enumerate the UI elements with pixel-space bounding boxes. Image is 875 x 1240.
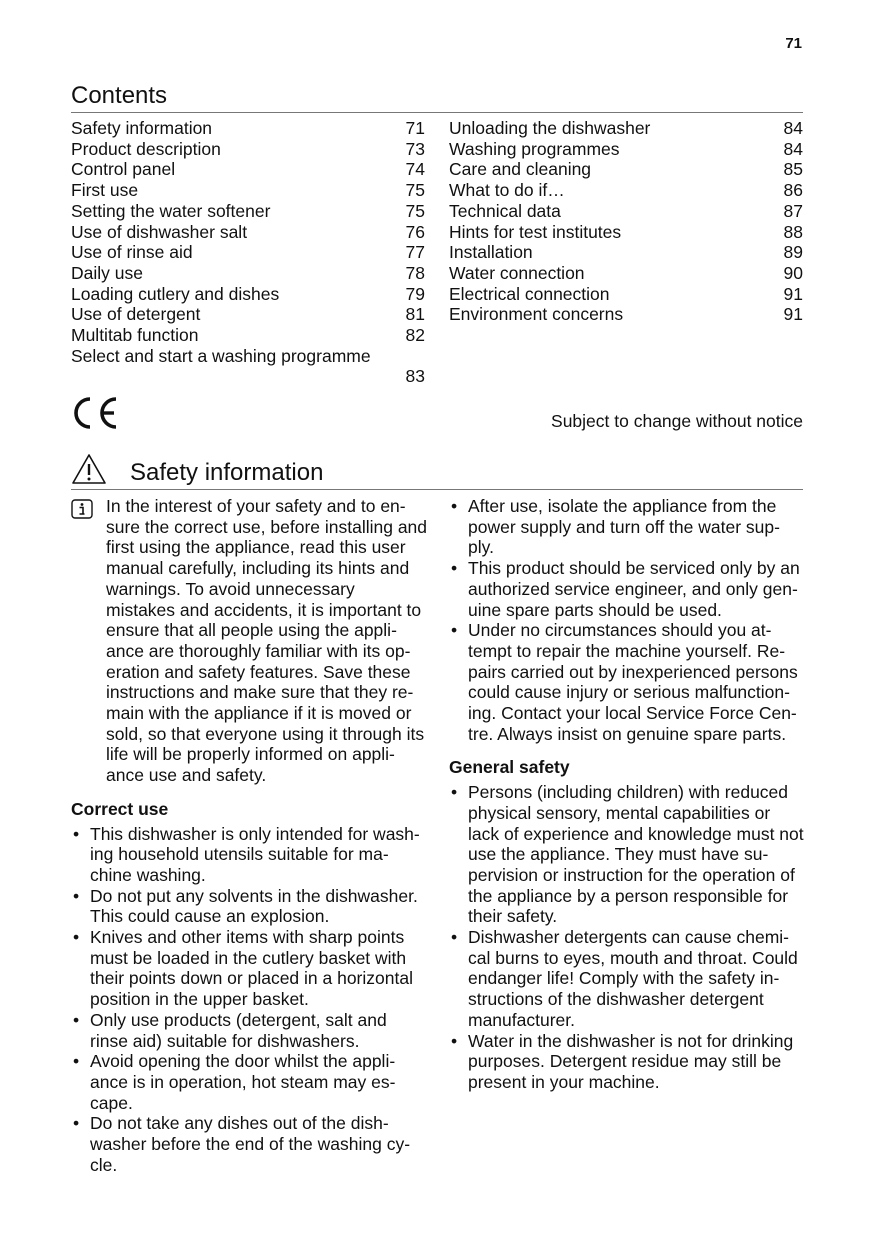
appliance-use-list <box>449 496 805 744</box>
safety-intro-text: In the interest of your safety and to en-sure the correct use, before installing and first using the appliance, read this user manual carefully, including its hints and warnings. To avoid unnecessary mistakes and accidents, it is important to ensure that all people using the appli-ance are thoroughly familiar with its op-eration and safety features. Save these instructions and make sure that they re-main with the appliance if it is moved or sold, so that everyone using it through its life will be properly informed on appli-ance use and safety. <box>106 496 428 786</box>
correct-use-list <box>71 824 427 1176</box>
safety-left-column <box>71 496 427 1176</box>
toc-left-column <box>71 118 425 387</box>
toc-entry[interactable]: Technical data 87 <box>449 200 803 221</box>
list-item: • Do not put any solvents in the dishwasher. This could cause an explosion. <box>71 886 427 927</box>
toc-entry[interactable]: Water connection 90 <box>449 262 803 283</box>
list-item: • This product should be serviced only by an authorized service engineer, and only gen-uine spare parts should be used. <box>449 558 805 620</box>
toc-entry[interactable]: Washing programmes 84 <box>449 138 803 159</box>
toc-entry[interactable]: First use 75 <box>71 180 425 201</box>
list-item: • Persons (including children) with reduced physical sensory, mental capabilities or lack of experience and knowledge must not use the appliance. They must have su-pervision or instruction for the operation of the appliance by a person responsible for their safety. <box>449 782 805 927</box>
toc-entry[interactable]: Electrical connection 91 <box>449 283 803 304</box>
toc-entry[interactable]: Use of rinse aid 77 <box>71 242 425 263</box>
toc-entry[interactable]: Use of dishwasher salt 76 <box>71 221 425 242</box>
toc-entry[interactable]: What to do if… 86 <box>449 180 803 201</box>
toc-entry[interactable]: Control panel 74 <box>71 159 425 180</box>
safety-divider <box>71 489 803 490</box>
toc-entry[interactable]: Unloading the dishwasher 84 <box>449 118 803 138</box>
toc-entry[interactable]: Setting the water softener 75 <box>71 200 425 221</box>
toc-entry[interactable]: Select and start a washing programme 83 <box>71 345 425 387</box>
list-item: • This dishwasher is only intended for wash-ing household utensils suitable for ma-chine washing. <box>71 824 427 886</box>
info-icon <box>71 499 93 519</box>
list-item: • Dishwasher detergents can cause chemi-cal burns to eyes, mouth and throat. Could endanger life! Comply with the safety in-structions of the dishwasher detergent manufacturer. <box>449 927 805 1031</box>
ce-mark-icon <box>70 396 120 430</box>
correct-use-heading: Correct use <box>71 798 169 819</box>
safety-title: Safety information <box>130 459 324 486</box>
list-item: • After use, isolate the appliance from the power supply and turn off the water sup-ply. <box>449 496 805 558</box>
list-item: • Knives and other items with sharp points must be loaded in the cutlery basket with their points down or placed in a horizontal position in the upper basket. <box>71 927 427 1010</box>
toc-entry[interactable]: Safety information 71 <box>71 118 425 138</box>
warning-triangle-icon <box>71 453 107 485</box>
toc-entry[interactable]: Multitab function 82 <box>71 325 425 346</box>
toc-entry[interactable]: Daily use 78 <box>71 262 425 283</box>
toc-entry[interactable]: Loading cutlery and dishes 79 <box>71 283 425 304</box>
contents-title: Contents <box>71 82 168 109</box>
page-number: 71 <box>785 35 802 52</box>
subject-to-change-notice: Subject to change without notice <box>551 411 803 431</box>
toc-entry[interactable]: Use of detergent 81 <box>71 304 425 325</box>
list-item: • Water in the dishwasher is not for drinking purposes. Detergent residue may still be present in your machine. <box>449 1031 805 1093</box>
toc-entry[interactable]: Installation 89 <box>449 242 803 263</box>
toc-right-column <box>449 118 803 325</box>
toc-entry[interactable]: Hints for test institutes 88 <box>449 221 803 242</box>
toc-entry[interactable]: Environment concerns 91 <box>449 304 803 325</box>
safety-right-column <box>449 496 805 1093</box>
contents-divider <box>71 112 803 113</box>
general-safety-list <box>449 782 805 1093</box>
general-safety-heading: General safety <box>449 757 570 778</box>
toc-entry[interactable]: Product description 73 <box>71 138 425 159</box>
list-item: • Under no circumstances should you at-tempt to repair the machine yourself. Re-pairs carried out by inexperienced persons could cause injury or serious malfunction-ing. Contact your local Service Force Cen-tre. Always insist on genuine spare parts. <box>449 620 805 744</box>
list-item: • Avoid opening the door whilst the appli-ance is in operation, hot steam may es-cape. <box>71 1051 427 1113</box>
list-item: • Do not take any dishes out of the dish-washer before the end of the washing cy-cle. <box>71 1113 427 1175</box>
toc-entry[interactable]: Care and cleaning 85 <box>449 159 803 180</box>
list-item: • Only use products (detergent, salt and rinse aid) suitable for dishwashers. <box>71 1010 427 1051</box>
